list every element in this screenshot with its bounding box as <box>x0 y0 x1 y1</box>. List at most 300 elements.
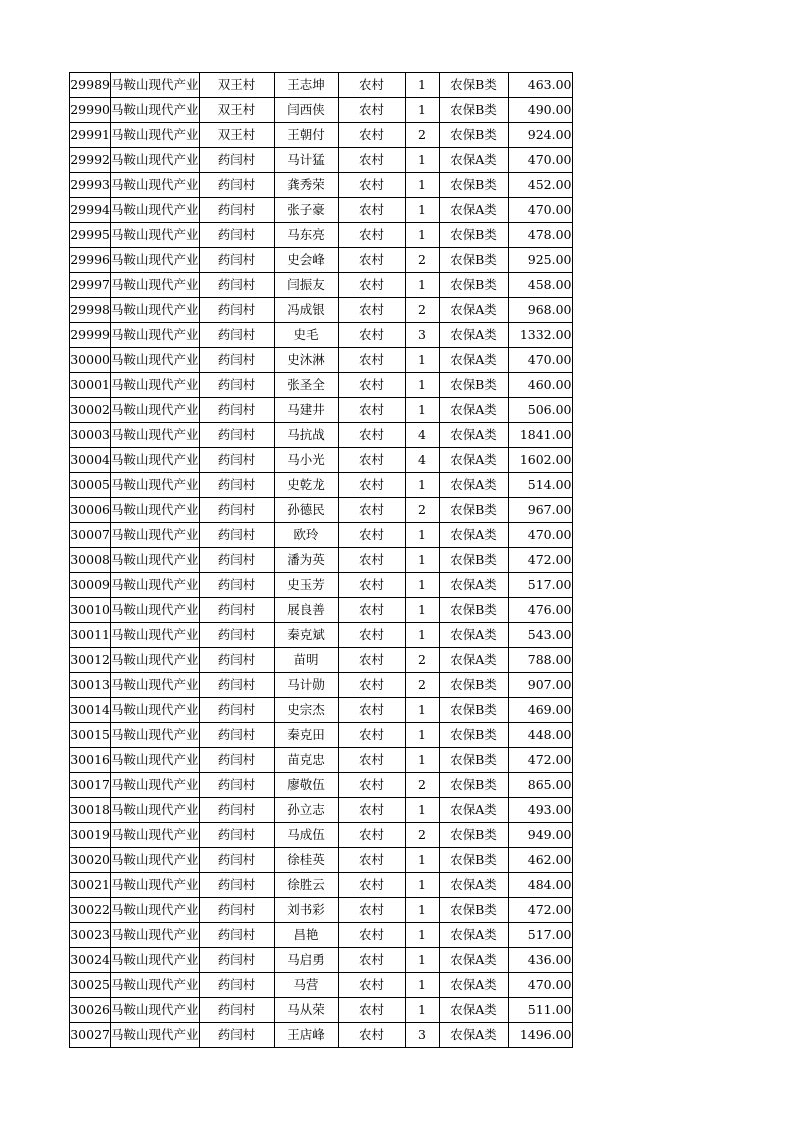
cell-count: 1 <box>405 273 439 298</box>
cell-count: 1 <box>405 973 439 998</box>
cell-amount: 514.00 <box>508 473 572 498</box>
cell-type: 农村 <box>338 848 405 873</box>
cell-town: 马鞍山现代产业 <box>111 573 200 598</box>
cell-town: 马鞍山现代产业 <box>111 398 200 423</box>
cell-amount: 470.00 <box>508 973 572 998</box>
cell-id: 29994 <box>70 198 111 223</box>
cell-id: 30013 <box>70 673 111 698</box>
cell-type: 农村 <box>338 423 405 448</box>
cell-name: 闫振友 <box>274 273 338 298</box>
cell-count: 1 <box>405 923 439 948</box>
cell-category: 农保A类 <box>439 973 508 998</box>
cell-town: 马鞍山现代产业 <box>111 523 200 548</box>
table-row <box>70 948 573 973</box>
cell-town: 马鞍山现代产业 <box>111 873 200 898</box>
cell-type: 农村 <box>338 923 405 948</box>
cell-id: 30025 <box>70 973 111 998</box>
table-row <box>70 698 573 723</box>
cell-id: 29992 <box>70 148 111 173</box>
cell-category: 农保B类 <box>439 898 508 923</box>
cell-category: 农保B类 <box>439 673 508 698</box>
cell-name: 苗明 <box>274 648 338 673</box>
cell-village: 药闫村 <box>199 623 274 648</box>
cell-category: 农保A类 <box>439 798 508 823</box>
cell-name: 昌艳 <box>274 923 338 948</box>
cell-count: 1 <box>405 998 439 1023</box>
cell-amount: 907.00 <box>508 673 572 698</box>
cell-amount: 511.00 <box>508 998 572 1023</box>
cell-amount: 472.00 <box>508 898 572 923</box>
data-table <box>69 72 573 1048</box>
cell-amount: 949.00 <box>508 823 572 848</box>
cell-id: 30017 <box>70 773 111 798</box>
cell-amount: 968.00 <box>508 298 572 323</box>
cell-count: 1 <box>405 573 439 598</box>
cell-category: 农保B类 <box>439 723 508 748</box>
cell-amount: 462.00 <box>508 848 572 873</box>
cell-town: 马鞍山现代产业 <box>111 823 200 848</box>
cell-count: 1 <box>405 523 439 548</box>
cell-type: 农村 <box>338 998 405 1023</box>
cell-id: 30022 <box>70 898 111 923</box>
cell-name: 张子豪 <box>274 198 338 223</box>
cell-type: 农村 <box>338 173 405 198</box>
cell-name: 刘书彩 <box>274 898 338 923</box>
cell-count: 1 <box>405 748 439 773</box>
cell-town: 马鞍山现代产业 <box>111 773 200 798</box>
cell-name: 马小光 <box>274 448 338 473</box>
cell-category: 农保A类 <box>439 573 508 598</box>
cell-village: 药闫村 <box>199 923 274 948</box>
cell-id: 30004 <box>70 448 111 473</box>
cell-amount: 490.00 <box>508 98 572 123</box>
cell-id: 30012 <box>70 648 111 673</box>
cell-town: 马鞍山现代产业 <box>111 348 200 373</box>
cell-count: 1 <box>405 723 439 748</box>
cell-amount: 1332.00 <box>508 323 572 348</box>
cell-id: 29997 <box>70 273 111 298</box>
cell-id: 30008 <box>70 548 111 573</box>
cell-village: 药闫村 <box>199 1023 274 1048</box>
cell-name: 史玉芳 <box>274 573 338 598</box>
table-row <box>70 248 573 273</box>
cell-village: 药闫村 <box>199 648 274 673</box>
cell-count: 1 <box>405 598 439 623</box>
cell-id: 30005 <box>70 473 111 498</box>
table-row <box>70 348 573 373</box>
cell-count: 1 <box>405 148 439 173</box>
table-row <box>70 298 573 323</box>
cell-name: 史宗杰 <box>274 698 338 723</box>
cell-amount: 517.00 <box>508 573 572 598</box>
cell-amount: 458.00 <box>508 273 572 298</box>
cell-village: 药闫村 <box>199 373 274 398</box>
cell-type: 农村 <box>338 698 405 723</box>
cell-type: 农村 <box>338 548 405 573</box>
cell-village: 药闫村 <box>199 448 274 473</box>
cell-id: 30024 <box>70 948 111 973</box>
cell-amount: 470.00 <box>508 523 572 548</box>
cell-category: 农保B类 <box>439 223 508 248</box>
cell-count: 2 <box>405 673 439 698</box>
table-row <box>70 573 573 598</box>
cell-id: 29995 <box>70 223 111 248</box>
cell-town: 马鞍山现代产业 <box>111 923 200 948</box>
cell-type: 农村 <box>338 798 405 823</box>
cell-type: 农村 <box>338 373 405 398</box>
cell-count: 4 <box>405 423 439 448</box>
cell-id: 30007 <box>70 523 111 548</box>
cell-amount: 452.00 <box>508 173 572 198</box>
cell-category: 农保A类 <box>439 398 508 423</box>
cell-town: 马鞍山现代产业 <box>111 698 200 723</box>
cell-town: 马鞍山现代产业 <box>111 623 200 648</box>
cell-category: 农保A类 <box>439 523 508 548</box>
table-row <box>70 798 573 823</box>
cell-count: 1 <box>405 873 439 898</box>
cell-type: 农村 <box>338 648 405 673</box>
cell-count: 1 <box>405 173 439 198</box>
cell-village: 药闫村 <box>199 673 274 698</box>
cell-amount: 484.00 <box>508 873 572 898</box>
cell-type: 农村 <box>338 198 405 223</box>
cell-id: 30010 <box>70 598 111 623</box>
cell-town: 马鞍山现代产业 <box>111 273 200 298</box>
cell-town: 马鞍山现代产业 <box>111 473 200 498</box>
cell-name: 廖敬伍 <box>274 773 338 798</box>
cell-category: 农保A类 <box>439 923 508 948</box>
cell-town: 马鞍山现代产业 <box>111 548 200 573</box>
cell-name: 马成伍 <box>274 823 338 848</box>
cell-name: 秦克田 <box>274 723 338 748</box>
cell-village: 药闫村 <box>199 398 274 423</box>
cell-amount: 967.00 <box>508 498 572 523</box>
cell-town: 马鞍山现代产业 <box>111 223 200 248</box>
cell-name: 史毛 <box>274 323 338 348</box>
cell-count: 1 <box>405 223 439 248</box>
cell-town: 马鞍山现代产业 <box>111 648 200 673</box>
cell-category: 农保B类 <box>439 498 508 523</box>
cell-count: 1 <box>405 373 439 398</box>
cell-type: 农村 <box>338 148 405 173</box>
cell-type: 农村 <box>338 973 405 998</box>
cell-village: 双王村 <box>199 73 274 98</box>
cell-count: 1 <box>405 348 439 373</box>
cell-category: 农保B类 <box>439 248 508 273</box>
cell-count: 2 <box>405 823 439 848</box>
cell-name: 孙德民 <box>274 498 338 523</box>
cell-name: 史沐淋 <box>274 348 338 373</box>
table-row <box>70 923 573 948</box>
cell-category: 农保B类 <box>439 748 508 773</box>
cell-village: 药闫村 <box>199 848 274 873</box>
cell-village: 药闫村 <box>199 548 274 573</box>
cell-town: 马鞍山现代产业 <box>111 298 200 323</box>
cell-town: 马鞍山现代产业 <box>111 123 200 148</box>
cell-count: 1 <box>405 798 439 823</box>
cell-type: 农村 <box>338 73 405 98</box>
cell-category: 农保A类 <box>439 298 508 323</box>
cell-type: 农村 <box>338 523 405 548</box>
cell-type: 农村 <box>338 1023 405 1048</box>
cell-category: 农保A类 <box>439 648 508 673</box>
cell-type: 农村 <box>338 748 405 773</box>
cell-amount: 493.00 <box>508 798 572 823</box>
cell-category: 农保B类 <box>439 123 508 148</box>
cell-village: 药闫村 <box>199 148 274 173</box>
cell-name: 徐桂英 <box>274 848 338 873</box>
cell-village: 药闫村 <box>199 973 274 998</box>
cell-name: 闫西侠 <box>274 98 338 123</box>
cell-id: 30016 <box>70 748 111 773</box>
table-row <box>70 723 573 748</box>
cell-village: 药闫村 <box>199 223 274 248</box>
cell-town: 马鞍山现代产业 <box>111 98 200 123</box>
cell-type: 农村 <box>338 898 405 923</box>
table-row <box>70 873 573 898</box>
cell-village: 药闫村 <box>199 573 274 598</box>
table-row <box>70 223 573 248</box>
cell-village: 药闫村 <box>199 198 274 223</box>
cell-type: 农村 <box>338 498 405 523</box>
cell-category: 农保B类 <box>439 548 508 573</box>
cell-village: 药闫村 <box>199 423 274 448</box>
cell-village: 药闫村 <box>199 773 274 798</box>
table-row <box>70 598 573 623</box>
cell-type: 农村 <box>338 98 405 123</box>
cell-town: 马鞍山现代产业 <box>111 423 200 448</box>
cell-village: 药闫村 <box>199 523 274 548</box>
cell-village: 药闫村 <box>199 348 274 373</box>
cell-category: 农保B类 <box>439 848 508 873</box>
cell-id: 29993 <box>70 173 111 198</box>
table-row <box>70 273 573 298</box>
cell-count: 2 <box>405 498 439 523</box>
cell-village: 药闫村 <box>199 323 274 348</box>
cell-town: 马鞍山现代产业 <box>111 898 200 923</box>
cell-id: 30000 <box>70 348 111 373</box>
cell-count: 1 <box>405 473 439 498</box>
cell-type: 农村 <box>338 623 405 648</box>
cell-count: 1 <box>405 98 439 123</box>
cell-name: 王店峰 <box>274 1023 338 1048</box>
cell-town: 马鞍山现代产业 <box>111 448 200 473</box>
cell-name: 冯成银 <box>274 298 338 323</box>
table-row <box>70 398 573 423</box>
cell-village: 药闫村 <box>199 173 274 198</box>
cell-amount: 925.00 <box>508 248 572 273</box>
cell-count: 4 <box>405 448 439 473</box>
cell-amount: 1496.00 <box>508 1023 572 1048</box>
cell-village: 药闫村 <box>199 948 274 973</box>
cell-count: 3 <box>405 1023 439 1048</box>
cell-category: 农保B类 <box>439 98 508 123</box>
cell-count: 2 <box>405 648 439 673</box>
cell-name: 苗克忠 <box>274 748 338 773</box>
cell-id: 30019 <box>70 823 111 848</box>
table-row <box>70 148 573 173</box>
cell-id: 30011 <box>70 623 111 648</box>
cell-type: 农村 <box>338 773 405 798</box>
table-row <box>70 973 573 998</box>
cell-count: 1 <box>405 398 439 423</box>
cell-id: 30015 <box>70 723 111 748</box>
cell-town: 马鞍山现代产业 <box>111 373 200 398</box>
cell-amount: 788.00 <box>508 648 572 673</box>
cell-name: 马计猛 <box>274 148 338 173</box>
cell-town: 马鞍山现代产业 <box>111 948 200 973</box>
table-row <box>70 748 573 773</box>
cell-type: 农村 <box>338 223 405 248</box>
cell-amount: 506.00 <box>508 398 572 423</box>
cell-count: 2 <box>405 773 439 798</box>
cell-category: 农保B类 <box>439 823 508 848</box>
cell-count: 1 <box>405 848 439 873</box>
cell-name: 秦克斌 <box>274 623 338 648</box>
cell-village: 双王村 <box>199 98 274 123</box>
cell-amount: 1602.00 <box>508 448 572 473</box>
cell-name: 张圣全 <box>274 373 338 398</box>
cell-amount: 448.00 <box>508 723 572 748</box>
cell-town: 马鞍山现代产业 <box>111 973 200 998</box>
cell-name: 王志坤 <box>274 73 338 98</box>
cell-category: 农保A类 <box>439 423 508 448</box>
cell-amount: 469.00 <box>508 698 572 723</box>
cell-amount: 460.00 <box>508 373 572 398</box>
table-row <box>70 848 573 873</box>
cell-id: 30009 <box>70 573 111 598</box>
table-body <box>70 73 573 1048</box>
cell-amount: 463.00 <box>508 73 572 98</box>
cell-category: 农保A类 <box>439 1023 508 1048</box>
cell-town: 马鞍山现代产业 <box>111 998 200 1023</box>
cell-type: 农村 <box>338 323 405 348</box>
cell-type: 农村 <box>338 473 405 498</box>
cell-id: 29991 <box>70 123 111 148</box>
cell-type: 农村 <box>338 948 405 973</box>
cell-category: 农保B类 <box>439 698 508 723</box>
cell-town: 马鞍山现代产业 <box>111 598 200 623</box>
table-row <box>70 998 573 1023</box>
table-row <box>70 473 573 498</box>
table-row <box>70 823 573 848</box>
cell-village: 药闫村 <box>199 473 274 498</box>
table-row <box>70 123 573 148</box>
cell-village: 药闫村 <box>199 998 274 1023</box>
cell-category: 农保A类 <box>439 948 508 973</box>
cell-amount: 470.00 <box>508 348 572 373</box>
cell-town: 马鞍山现代产业 <box>111 148 200 173</box>
cell-town: 马鞍山现代产业 <box>111 798 200 823</box>
table-row <box>70 448 573 473</box>
cell-id: 30018 <box>70 798 111 823</box>
cell-id: 29989 <box>70 73 111 98</box>
cell-village: 药闫村 <box>199 248 274 273</box>
cell-name: 王朝付 <box>274 123 338 148</box>
cell-id: 29998 <box>70 298 111 323</box>
table-row <box>70 373 573 398</box>
cell-name: 马抗战 <box>274 423 338 448</box>
cell-town: 马鞍山现代产业 <box>111 498 200 523</box>
cell-count: 1 <box>405 898 439 923</box>
cell-amount: 436.00 <box>508 948 572 973</box>
cell-village: 药闫村 <box>199 873 274 898</box>
table-row <box>70 523 573 548</box>
cell-id: 30027 <box>70 1023 111 1048</box>
cell-name: 欧玲 <box>274 523 338 548</box>
cell-name: 史乾龙 <box>274 473 338 498</box>
cell-name: 马从荣 <box>274 998 338 1023</box>
cell-type: 农村 <box>338 573 405 598</box>
table-row <box>70 323 573 348</box>
cell-id: 29999 <box>70 323 111 348</box>
cell-town: 马鞍山现代产业 <box>111 173 200 198</box>
cell-count: 2 <box>405 248 439 273</box>
cell-type: 农村 <box>338 248 405 273</box>
cell-type: 农村 <box>338 398 405 423</box>
cell-id: 30001 <box>70 373 111 398</box>
cell-amount: 517.00 <box>508 923 572 948</box>
table-row <box>70 548 573 573</box>
cell-town: 马鞍山现代产业 <box>111 673 200 698</box>
cell-count: 1 <box>405 73 439 98</box>
cell-amount: 865.00 <box>508 773 572 798</box>
cell-category: 农保A类 <box>439 148 508 173</box>
cell-category: 农保A类 <box>439 623 508 648</box>
table-row <box>70 173 573 198</box>
cell-id: 29996 <box>70 248 111 273</box>
cell-category: 农保B类 <box>439 373 508 398</box>
cell-village: 药闫村 <box>199 723 274 748</box>
cell-name: 史会峰 <box>274 248 338 273</box>
table-row <box>70 98 573 123</box>
table-row <box>70 648 573 673</box>
cell-village: 药闫村 <box>199 598 274 623</box>
cell-name: 展良善 <box>274 598 338 623</box>
cell-name: 潘为英 <box>274 548 338 573</box>
cell-category: 农保B类 <box>439 173 508 198</box>
cell-id: 30003 <box>70 423 111 448</box>
cell-category: 农保A类 <box>439 998 508 1023</box>
cell-town: 马鞍山现代产业 <box>111 1023 200 1048</box>
cell-id: 30006 <box>70 498 111 523</box>
table-row <box>70 623 573 648</box>
cell-category: 农保A类 <box>439 473 508 498</box>
table-row <box>70 73 573 98</box>
table-row <box>70 423 573 448</box>
cell-count: 1 <box>405 548 439 573</box>
cell-category: 农保A类 <box>439 448 508 473</box>
cell-id: 30014 <box>70 698 111 723</box>
cell-category: 农保B类 <box>439 773 508 798</box>
cell-name: 徐胜云 <box>274 873 338 898</box>
table-row <box>70 673 573 698</box>
cell-type: 农村 <box>338 598 405 623</box>
cell-village: 药闫村 <box>199 498 274 523</box>
cell-village: 药闫村 <box>199 823 274 848</box>
cell-name: 马建井 <box>274 398 338 423</box>
cell-type: 农村 <box>338 823 405 848</box>
cell-category: 农保A类 <box>439 323 508 348</box>
cell-town: 马鞍山现代产业 <box>111 748 200 773</box>
cell-category: 农保B类 <box>439 598 508 623</box>
cell-type: 农村 <box>338 298 405 323</box>
cell-town: 马鞍山现代产业 <box>111 848 200 873</box>
cell-town: 马鞍山现代产业 <box>111 73 200 98</box>
cell-amount: 478.00 <box>508 223 572 248</box>
cell-village: 药闫村 <box>199 273 274 298</box>
cell-amount: 470.00 <box>508 198 572 223</box>
